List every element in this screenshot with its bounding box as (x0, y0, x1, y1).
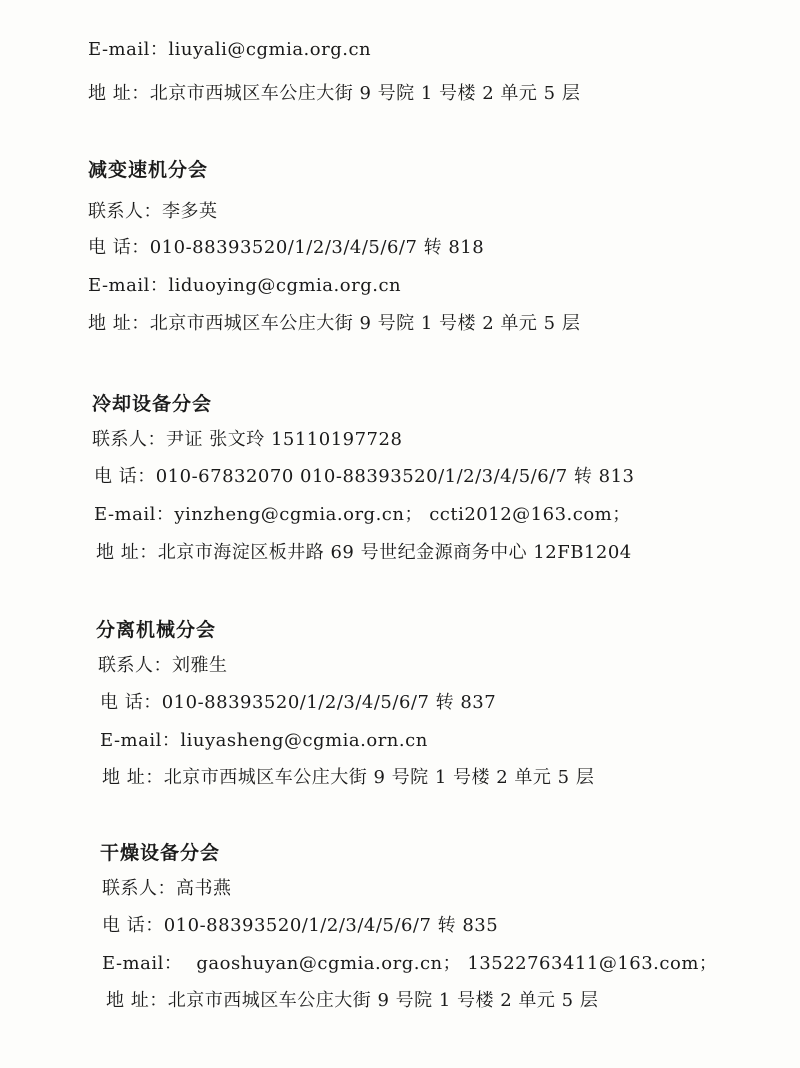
email-line (100, 729, 428, 753)
email-value: liduoying@cgmia.org.cn (168, 275, 402, 296)
top-address-line (88, 82, 580, 106)
email-value: liuyasheng@cgmia.orn.cn (180, 730, 428, 751)
phone-line (100, 691, 496, 715)
address-label: 地 址： (102, 767, 164, 788)
email-label: E-mail： (88, 39, 169, 60)
address-label: 地 址： (88, 83, 150, 104)
phone-value: 010-67832070 010-88393520/1/2/3/4/5/6/7 转 813 (155, 466, 635, 487)
phone-line (88, 236, 484, 260)
contact-line (92, 428, 402, 452)
email-value: liuyali@cgmia.org.cn (168, 39, 372, 60)
phone-label: 电 话： (100, 692, 162, 713)
phone-line (94, 465, 634, 489)
address-line (96, 541, 632, 565)
email-value: yinzheng@cgmia.org.cn； ccti2012@163.com； (174, 504, 631, 525)
phone-line (102, 914, 498, 938)
contact-label: 联系人： (88, 201, 162, 222)
section-title: 减变速机分会 (88, 159, 209, 181)
email-label: E-mail： (88, 275, 169, 296)
section-title: 冷却设备分会 (92, 393, 213, 415)
email-line (94, 503, 631, 527)
contact-label: 联系人： (92, 429, 166, 450)
contact-line (98, 654, 228, 678)
contact-value: 李多英 (162, 201, 218, 222)
contact-value: 高书燕 (176, 878, 232, 899)
contact-line (88, 200, 218, 224)
contact-line (102, 877, 232, 901)
phone-label: 电 话： (102, 915, 164, 936)
email-label: E-mail： (100, 730, 181, 751)
email-line (102, 952, 717, 976)
email-label: E-mail： (94, 504, 175, 525)
contact-value: 刘雅生 (172, 655, 228, 676)
email-label: E-mail： (102, 953, 183, 974)
address-value: 北京市海淀区板井路 69 号世纪金源商务中心 12FB1204 (157, 542, 632, 563)
top-email-line (88, 38, 371, 62)
address-label: 地 址： (96, 542, 158, 563)
section-title: 干燥设备分会 (100, 842, 221, 864)
phone-value: 010-88393520/1/2/3/4/5/6/7 转 818 (149, 237, 485, 258)
address-label: 地 址： (106, 990, 168, 1011)
contact-label: 联系人： (98, 655, 172, 676)
address-line (106, 989, 598, 1013)
section-title: 分离机械分会 (96, 619, 217, 641)
email-line (88, 274, 401, 298)
contact-label: 联系人： (102, 878, 176, 899)
address-label: 地 址： (88, 313, 150, 334)
address-value: 北京市西城区车公庄大街 9 号院 1 号楼 2 单元 5 层 (149, 83, 581, 104)
phone-label: 电 话： (94, 466, 156, 487)
phone-value: 010-88393520/1/2/3/4/5/6/7 转 835 (163, 915, 499, 936)
phone-value: 010-88393520/1/2/3/4/5/6/7 转 837 (161, 692, 497, 713)
address-value: 北京市西城区车公庄大街 9 号院 1 号楼 2 单元 5 层 (149, 313, 581, 334)
email-value: gaoshuyan@cgmia.org.cn； 13522763411@163.com； (196, 953, 718, 974)
address-line (102, 766, 594, 790)
address-line (88, 312, 580, 336)
contact-value: 尹证 张文玲 15110197728 (166, 429, 403, 450)
address-value: 北京市西城区车公庄大街 9 号院 1 号楼 2 单元 5 层 (163, 767, 595, 788)
phone-label: 电 话： (88, 237, 150, 258)
address-value: 北京市西城区车公庄大街 9 号院 1 号楼 2 单元 5 层 (167, 990, 599, 1011)
